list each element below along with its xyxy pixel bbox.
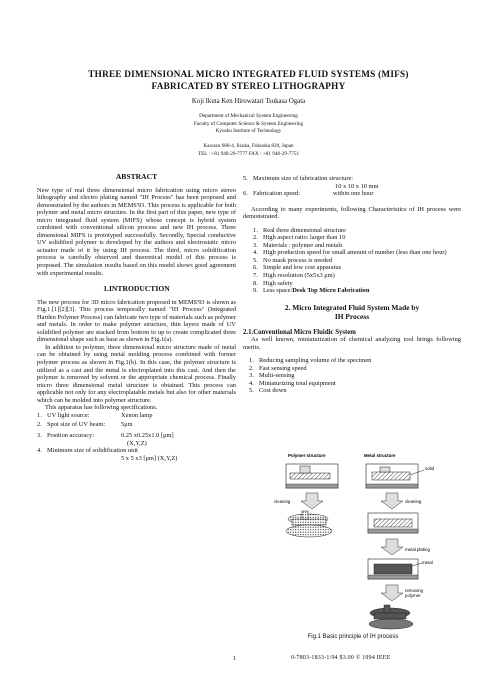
author-list: Koji Ikuta Ken Hirowatari Tsukasa Ogata: [191, 98, 306, 105]
page-number: 1: [233, 655, 237, 662]
list-number: 5.: [249, 387, 254, 395]
polymer-label: polymer: [405, 593, 421, 598]
paper-title: [0, 68, 497, 92]
list-text: No mask process is needed: [263, 256, 333, 264]
list-item: [249, 387, 461, 395]
section-heading-line: 2. Micro Integrated Fluid System Made by: [284, 302, 420, 312]
spec-number: 2.: [37, 421, 42, 429]
spec-item: [243, 190, 461, 198]
spec-key: Position accuracy:: [47, 431, 95, 439]
title-line-2: FABRICATED BY STEREO LITHOGRAPHY: [151, 81, 346, 91]
list-number: 6.: [253, 264, 258, 272]
advantages-list: [243, 227, 461, 295]
list-number: 9.: [253, 287, 258, 295]
list-text: Multi-sensing: [259, 372, 295, 380]
down-arrow-icon: [381, 585, 403, 601]
list-item: [249, 380, 461, 388]
left-column: [37, 173, 236, 462]
plated-metal-structure: [368, 559, 418, 579]
spec-number: 5.: [243, 175, 248, 182]
spec-number: 1.: [37, 411, 42, 419]
spec-key: Minimum size of solidification unit: [47, 447, 138, 455]
polymer-column-label: Polymer structure: [288, 453, 326, 458]
list-text: High safety: [263, 279, 293, 287]
list-text: Miniaturizing total equipment: [259, 379, 336, 387]
list-text: Cost down: [259, 387, 287, 395]
intro-paragraph: In addition to polymer, three dimensional micro structure made of metal can be obtained by using metal molding process combined with former polymer process as shown in Fig.1(b). In this case, the polymer structure is utilized as a cast and the metal is electroplated into this cast. And then the polymer is removed by solvent or the appropriate chemical process. Finally micro three dimensional metal structure is obtained. This process can applicable not only for any electroplatable metals but also for other materials which can be molded into polymer structure.: [37, 343, 236, 404]
spec-value: 5μm: [121, 421, 133, 429]
figure-1-diagram: [262, 451, 446, 656]
intro-paragraph: The new process for 3D micro fabrication proposed in MEMS'93 is shown as Fig.1.[1][2][3]. This process temporally named "IH Process" (Integrated Harden Polymer Process) can fabricate two type of materials such as polymer and metals. In order to make polymer structure, thin layers made of UV solidified polymer are stacked from bottom to up to create complicated three dimensional shape such as base as shown in Fig.1(a).: [37, 298, 236, 344]
spec-item: [37, 447, 236, 455]
spec-item: [37, 432, 236, 440]
list-text: Real three dimensional structure: [263, 226, 346, 234]
intro-paragraph: This apparatus has following specifications.: [45, 404, 158, 412]
subsection-heading: 2.1.Conventional Micro Fluidic System: [243, 328, 356, 336]
list-number: 8.: [253, 279, 258, 287]
down-arrow-icon: [301, 493, 323, 509]
spec-key: Fabrication speed:: [253, 190, 301, 198]
list-text: Materials : polymer and metals: [263, 241, 343, 249]
list-text: Less space:: [263, 287, 293, 295]
list-item: [249, 357, 461, 365]
list-item: [253, 287, 461, 295]
spec-number: 3.: [37, 431, 42, 439]
spec-number: 6.: [243, 190, 248, 198]
spec-key: UV light source:: [47, 411, 90, 419]
spec-key: Maximum size of fabrication structure:: [253, 175, 354, 182]
section-2-heading: [243, 303, 461, 321]
polymer-structure-result: [286, 511, 332, 537]
list-text: Simple and low cost apparatus: [263, 264, 342, 272]
list-text-bold: Desk Top Micro Fabrication: [292, 287, 370, 295]
list-number: 7.: [253, 272, 258, 280]
section-heading-line: IH Process: [334, 311, 370, 321]
polymer-mold-cast: [368, 513, 418, 533]
list-item: [253, 257, 461, 265]
list-number: 4.: [249, 379, 254, 387]
spec-value: within one hour: [333, 190, 374, 198]
list-item: [253, 227, 461, 235]
spec-continuation: (X,Y,Z): [127, 439, 147, 447]
abstract-body: New type of real three dimensional micro fabrication using micro stereo lithography and electro plating named "IH Process" has been proposed and demonstrated by the authors in MEMS'93. This process is applicable for both polymer and metal micro structure. In the first part of this paper, new type of micro integrated fluid system (MIFS) whose concept is hybrid system combined with conventional silicon process and new IH process. Three dimensional MIFS is prototyped successfully. Secondly, Special conductive UV solidified polymer is developed by the authors and electrostatic micro actuator made of it by using IH process. The third, micro solidification process is carefully observed and theoretical model of this process is proposed. The simulation results based on this model shows good agreement with experimental results.: [37, 186, 236, 277]
solid-label: solid: [425, 466, 435, 471]
list-number: 3.: [253, 241, 258, 249]
stacked-layers-polymer: [286, 464, 338, 488]
cleaning-label-right: cleaning: [405, 499, 422, 504]
list-number: 4.: [253, 249, 258, 257]
list-item: [253, 249, 461, 257]
list-number: 2.: [253, 234, 258, 242]
advantages-intro: According to many experiments, following Characteristics of IH process were demonstrated.: [243, 205, 461, 221]
list-item: [253, 242, 461, 250]
spec-number: 4.: [37, 447, 42, 455]
abstract-heading: ABSTRACT: [115, 172, 158, 181]
down-arrow-icon: [381, 493, 403, 509]
affiliation: [0, 113, 497, 136]
list-text: High production speed for small amount of number (less than one hour): [263, 249, 447, 257]
list-number: 1.: [253, 226, 258, 234]
down-arrow-icon: [381, 539, 403, 555]
list-number: 1.: [249, 357, 254, 365]
list-number: 5.: [253, 256, 258, 264]
spec-continuation: 5 x 5 x3 [μm] (X,Y,Z): [121, 454, 178, 462]
spec-item: [37, 412, 236, 420]
affiliation-line: Department of Mechanical System Engineering: [199, 113, 298, 119]
spec-key: Spot size of UV beam:: [47, 421, 106, 429]
list-item: [253, 280, 461, 288]
right-column: [243, 175, 461, 395]
address: Kawazu 680-4, Iizuka, Fukuoka 820, Japan: [203, 143, 294, 149]
spec-item: [37, 421, 236, 429]
cleaning-label-left: cleaning: [274, 499, 291, 504]
list-item: [253, 264, 461, 272]
spec-continuation: 10 x 10 x 10 mm: [335, 182, 379, 190]
contact-info: [0, 143, 497, 158]
list-number: 2.: [249, 364, 254, 372]
metal-label: metal: [422, 560, 433, 565]
phone-fax: TEL : +81 948-29-7777 FAX : +81 948-29-7751: [197, 150, 300, 157]
affiliation-line: Faculty of Computer Science & System Engineering: [193, 120, 304, 127]
list-text: High aspect ratio: larger than 10: [263, 234, 346, 242]
removing-label: removing: [405, 588, 424, 593]
list-item: [249, 365, 461, 373]
spec-value: Xenon lamp: [121, 411, 153, 419]
list-item: [253, 234, 461, 242]
list-text: Fast sensing speed: [259, 364, 307, 372]
spec-item: [243, 175, 461, 183]
intro-heading: 1.INTRODUCTION: [103, 284, 170, 294]
affiliation-line: Kyushu Institute of Technology: [215, 128, 282, 134]
list-text: Reducing sampling volume of the specimen: [259, 357, 372, 365]
spec-list: [37, 412, 236, 462]
metal-column-label: Metal structure: [364, 453, 396, 458]
figure-caption: Fig.1 Basic principle of IH process: [307, 634, 399, 640]
spec-value: 0.25 x0.25x1.0 [μm]: [121, 431, 174, 439]
list-text: High resolution (5x5x3 μm): [263, 272, 335, 280]
list-number: 3.: [249, 372, 254, 380]
title-line-1: THREE DIMENSIONAL MICRO INTEGRATED FLUID SYSTEMS (MIFS): [88, 69, 409, 79]
metal-plating-label: metal plating: [405, 547, 430, 552]
list-item: [253, 272, 461, 280]
stacked-layers-metal: [366, 464, 418, 488]
subsection-body: As well known, miniaturization of chemical analyzing tool brings following merits.: [243, 336, 461, 351]
copyright-line: 0-7803-1833-1/94 $3.00 © 1994 IEEE: [291, 655, 391, 661]
merits-list: [243, 357, 461, 395]
list-item: [249, 372, 461, 380]
final-metal-structure: [369, 605, 413, 629]
